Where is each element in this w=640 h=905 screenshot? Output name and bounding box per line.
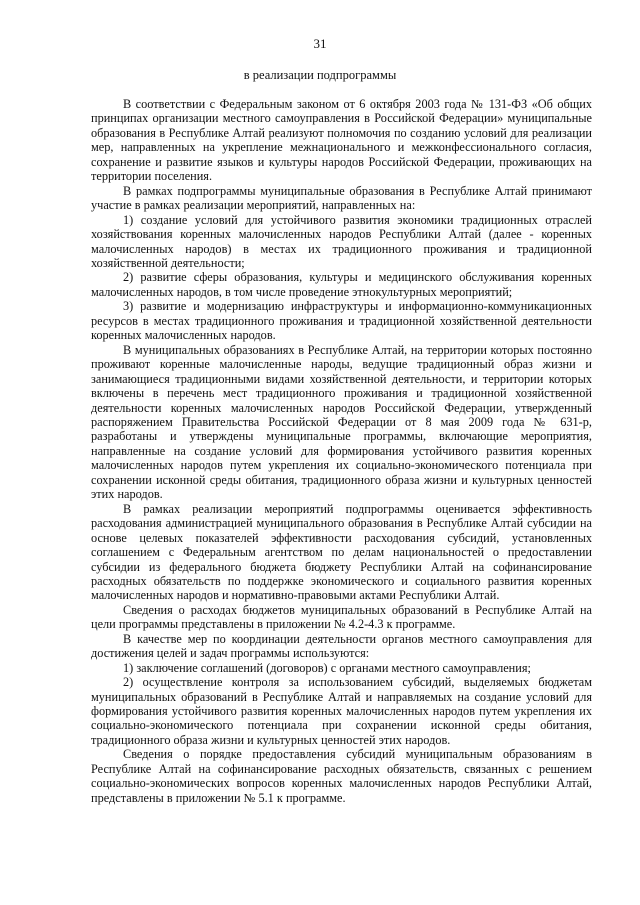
paragraph-2: В рамках подпрограммы муниципальные образования в Республике Алтай принимают участие в рамках реализации мероприятий, направленных на: — [91, 183, 592, 213]
paragraph-4: 2) развитие сферы образования, культуры и медицинского обслуживания коренных малочисленных народов, в том числе проведение этнокультурных мероприятий; — [91, 270, 592, 299]
section-heading: в реализации подпрограммы — [243, 68, 397, 82]
paragraph-6: В муниципальных образованиях в Республике Алтай, на территории которых постоянно проживают коренные малочисленные народы, ведущие традиционный образ жизни и занимающиеся традиционными видами хозяйственной деятельности, и территории которых включены в перечень мест традиционного проживания и традиционной хозяйственной деятельности коренных малочисленных народов Российской Федерации, утвержденный распоряжением Правительства Российской Федерации от 8 мая 2009 года № 631-р, разработаны и утверждены муниципальные программы, включающие мероприятия, направленные на создание условий для формирования устойчивого развития коренных малочисленных народов путем укрепления их социально-экономического потенциала при сохранении исконной среды обитания, традиционного образа жизни и культурных ценностей этих народов. — [91, 342, 592, 502]
paragraph-12: Сведения о порядке предоставления субсидий муниципальным образованиям в Республике Алтай на софинансирование расходных обязательств, связанных с решением социально-экономических вопросов коренных малочисленных народов Республики Алтай, представлены в приложении № 5.1 к программе. — [91, 747, 592, 805]
paragraph-11: 2) осуществление контроля за использованием субсидий, выделяемых бюджетам муниципальных образований в Республике Алтай и направляемых на создание условий для формирования устойчивого развития коренных малочисленных народов путем укрепления их социально-экономического потенциала при сохранении исконной среды обитания, традиционного образа жизни и культурных ценностей этих народов. — [91, 675, 592, 747]
paragraph-8: Сведения о расходах бюджетов муниципальных образований в Республике Алтай на цели программы представлены в приложении № 4.2-4.3 к программе. — [91, 602, 592, 632]
paragraph-1: В соответствии с Федеральным законом от 6 октября 2003 года № 131-ФЗ «Об общих принципах организации местного самоуправления в Российской Федерации» муниципальные образования в Республике Алтай реализуют полномочия по созданию условий для реализации мер, направленных на укрепление межнационального и межконфессионального согласия, сохранение и развитие языков и культуры народов Российской Федерации, проживающих на территории поселения. — [91, 97, 592, 184]
paragraph-3: 1) создание условий для устойчивого развития экономики традиционных отраслей хозяйствования коренных малочисленных народов Республики Алтай (далее - коренных малочисленных народов) в местах их традиционного проживания и традиционной хозяйственной деятельности; — [91, 212, 592, 270]
paragraph-10: 1) заключение соглашений (договоров) с органами местного самоуправления; — [123, 660, 531, 675]
paragraph-9: В качестве мер по координации деятельности органов местного самоуправления для достижения целей и задач программы используются: — [91, 631, 592, 661]
paragraph-5: 3) развитие и модернизацию инфраструктуры и информационно-коммуникационных ресурсов в местах традиционного проживания и традиционной хозяйственной деятельности коренных малочисленных народов. — [91, 299, 592, 343]
document-body — [91, 97, 592, 805]
page-number: 31 — [313, 36, 327, 51]
paragraph-7: В рамках реализации мероприятий подпрограммы оценивается эффективность расходования администрацией муниципального образования в Республике Алтай субсидии на основе целевых показателей эффективности расходования субсидий, установленных соглашением с Федеральным агентством по делам национальностей о предоставлении субсидии из федерального бюджета бюджету Республики Алтай на софинансирование расходных обязательств по поддержке экономического и социального развития коренных малочисленных народов и нормативно-правовыми актами Республики Алтай. — [91, 501, 592, 603]
